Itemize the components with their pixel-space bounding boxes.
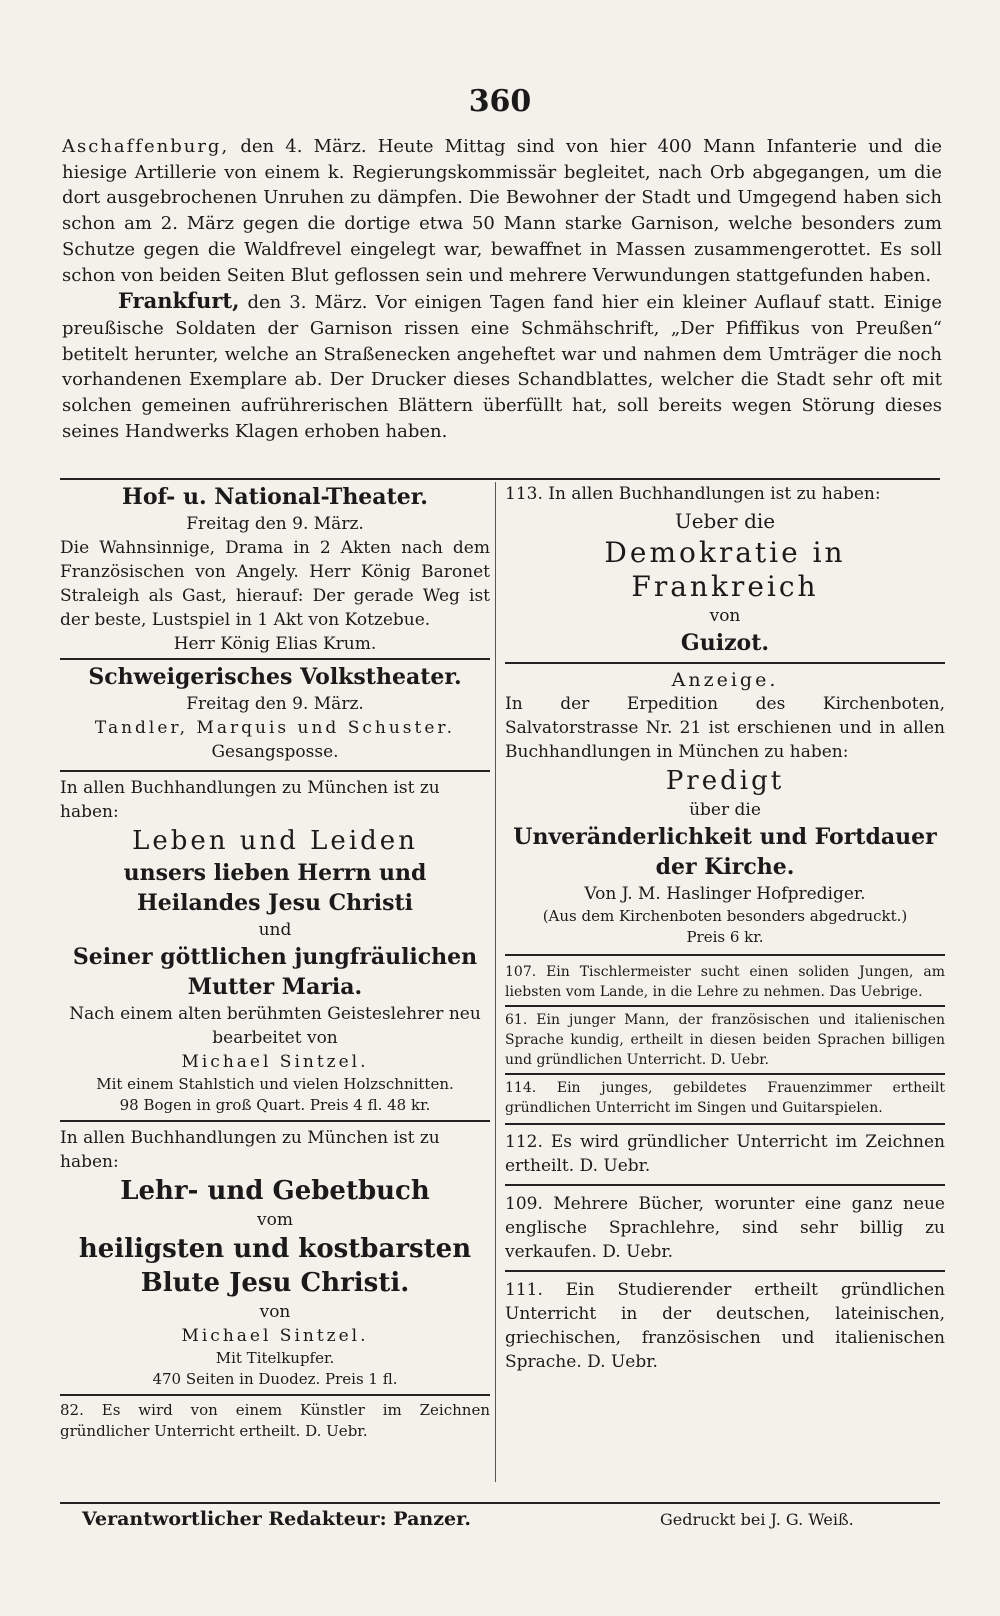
notice-title: über die bbox=[689, 800, 761, 820]
book-author: Michael Sintzel. bbox=[181, 1052, 369, 1072]
book-ad bbox=[505, 482, 945, 658]
news-section bbox=[62, 134, 942, 444]
news-text: den 4. März. Heute Mittag sind von hier 400 Mann Infanterie und die hiesige Artillerie von einem k. Regierungskommissär begleitet, nach Orb abgegangen, um die dort ausgebrochenen Unruhen zu dämpfen. Die Bewohner der Stadt und Umgegend haben sich schon am 2. März gegen die dortige etwa 50 Mann starke Garnison, welche besonders zum Schutze gegen die Waldfrevel eingelegt war, bewaffnet in Massen zusammengerottet. Es soll schon von beiden Seiten Blut geflossen sein und mehrere Verwundungen stattgefunden haben. bbox=[62, 136, 942, 286]
divider bbox=[505, 954, 945, 956]
left-column bbox=[60, 482, 490, 1442]
notice-title: Unveränderlichkeit und Fortdauer der Kirche. bbox=[513, 824, 937, 880]
theater-body: Tandler, Marquis und Schuster. bbox=[94, 718, 456, 738]
book-author: Guizot. bbox=[680, 630, 770, 656]
divider bbox=[60, 1394, 490, 1396]
divider bbox=[505, 1184, 945, 1186]
page-number: 360 bbox=[468, 84, 532, 119]
book-intro: In allen Buchhandlungen zu München ist zu haben: bbox=[60, 1128, 440, 1172]
notice-head: Anzeige. bbox=[671, 669, 779, 691]
divider bbox=[505, 1270, 945, 1272]
book-price: 470 Seiten in Duodez. Preis 1 fl. bbox=[152, 1370, 398, 1388]
book-title: Lehr- und Gebetbuch bbox=[120, 1176, 430, 1206]
book-title: Seiner göttlichen jungfräulichen Mutter Maria. bbox=[72, 944, 478, 1000]
book-und: und bbox=[258, 920, 292, 940]
book-ad bbox=[60, 776, 490, 1116]
theater-ad bbox=[60, 662, 490, 764]
book-title: Ueber die bbox=[674, 509, 776, 533]
classified-ad: 82. Es wird von einem Künstler im Zeichnen gründlicher Unterricht ertheilt. D. Uebr. bbox=[60, 1401, 490, 1440]
classified-ad: 109. Mehrere Bücher, worunter eine ganz neue englische Sprachlehre, sind sehr billig zu verkaufen. D. Uebr. bbox=[505, 1194, 945, 1262]
book-intro: 113. In allen Buchhandlungen ist zu haben: bbox=[505, 484, 881, 504]
divider bbox=[60, 770, 490, 772]
divider bbox=[505, 662, 945, 664]
book-vom: vom bbox=[257, 1210, 293, 1230]
divider bbox=[60, 478, 940, 480]
theater-ad bbox=[60, 482, 490, 656]
divider bbox=[60, 658, 490, 660]
book-price: 98 Bogen in groß Quart. Preis 4 fl. 48 kr. bbox=[119, 1096, 431, 1114]
classified-ad: 111. Ein Studierender ertheilt gründlichen Unterricht in der deutschen, lateinischen, griechischen, französischen und italienischen Sprache. D. Uebr. bbox=[505, 1280, 945, 1372]
footer-printer: Gedruckt bei J. G. Weiß. bbox=[660, 1510, 854, 1529]
news-place: Frankfurt, bbox=[118, 288, 240, 314]
classified-ad: 114. Ein junges, gebildetes Frauenzimmer ertheilt gründlichen Unterricht im Singen und Guitarspielen. bbox=[505, 1080, 945, 1116]
notice-price: Preis 6 kr. bbox=[686, 928, 764, 946]
book-von: von bbox=[259, 1302, 291, 1322]
divider bbox=[505, 1073, 945, 1075]
news-item-aschaffenburg bbox=[62, 134, 942, 288]
book-intro: In allen Buchhandlungen zu München ist zu haben: bbox=[60, 778, 440, 822]
book-title: Leben und Leiden bbox=[132, 826, 418, 856]
news-place: Aschaffenburg, bbox=[62, 136, 230, 157]
divider bbox=[505, 1005, 945, 1007]
theater-date: Freitag den 9. März. bbox=[186, 514, 364, 534]
divider bbox=[505, 1123, 945, 1125]
theater-title: Schweigerisches Volkstheater. bbox=[88, 664, 462, 690]
book-title: unsers lieben Herrn und Heilandes Jesu Christi bbox=[123, 860, 427, 916]
book-source: Nach einem alten berühmten Geisteslehrer neu bearbeitet von bbox=[69, 1004, 481, 1048]
classified-ad: 112. Es wird gründlicher Unterricht im Zeichnen ertheilt. D. Uebr. bbox=[505, 1132, 945, 1176]
book-author: Michael Sintzel. bbox=[181, 1326, 369, 1346]
notice-author: Von J. M. Haslinger Hofprediger. bbox=[584, 884, 866, 904]
classified-ad: 61. Ein junger Mann, der französischen und italienischen Sprache kundig, ertheilt in diesen beiden Sprachen billigen und gründlichen Unterricht. D. Uebr. bbox=[505, 1012, 945, 1068]
news-text: den 3. März. Vor einigen Tagen fand hier ein kleiner Auflauf statt. Einige preußische Soldaten der Garnison rissen eine Schmähschrift, „Der Pfiffikus von Preußen“ betitelt herunter, welche an Straßenecken angeheftet war und nahmen dem Umträger die noch vorhandenen Exemplare ab. Der Drucker dieses Schandblattes, welcher die Stadt sehr oft mit solchen gemeinen aufrührerischen Blättern überfüllt hat, soll bereits wegen Störung dieses seines Handwerks Klagen erhoben haben. bbox=[62, 292, 942, 442]
book-ad bbox=[60, 1126, 490, 1390]
divider bbox=[60, 1120, 490, 1122]
theater-title: Hof- u. National-Theater. bbox=[122, 484, 428, 510]
book-extra: Mit einem Stahlstich und vielen Holzschnitten. bbox=[96, 1075, 454, 1093]
news-item-frankfurt bbox=[62, 288, 942, 444]
theater-note: Gesangsposse. bbox=[211, 742, 339, 762]
column-rule bbox=[495, 482, 496, 1482]
notice-note: (Aus dem Kirchenboten besonders abgedruckt.) bbox=[542, 907, 908, 925]
theater-body: Die Wahnsinnige, Drama in 2 Akten nach dem Französischen von Angely. Herr König Baronet Straleigh als Gast, hierauf: Der gerade Weg ist der beste, Lustspiel in 1 Akt von Kotzebue. bbox=[60, 538, 490, 630]
right-column bbox=[505, 482, 945, 1374]
notice-title: Predigt bbox=[665, 766, 785, 796]
theater-date: Freitag den 9. März. bbox=[186, 694, 364, 714]
notice-body: In der Erpedition des Kirchenboten, Salvatorstrasse Nr. 21 ist erschienen und in allen Buchhandlungen in München zu haben: bbox=[505, 694, 945, 762]
divider bbox=[60, 1502, 940, 1504]
book-title: Demokratie in Frankreich bbox=[604, 536, 846, 603]
book-extra: Mit Titelkupfer. bbox=[215, 1349, 335, 1367]
footer-editor: Verantwortlicher Redakteur: Panzer. bbox=[82, 1508, 471, 1530]
classified-ad: 107. Ein Tischlermeister sucht einen soliden Jungen, am liebsten vom Lande, in die Lehre zu nehmen. Das Uebrige. bbox=[505, 964, 945, 1000]
theater-note: Herr König Elias Krum. bbox=[173, 634, 377, 654]
notice-ad bbox=[505, 668, 945, 948]
book-von: von bbox=[709, 606, 741, 626]
book-title: heiligsten und kostbarsten Blute Jesu Christi. bbox=[78, 1234, 472, 1298]
